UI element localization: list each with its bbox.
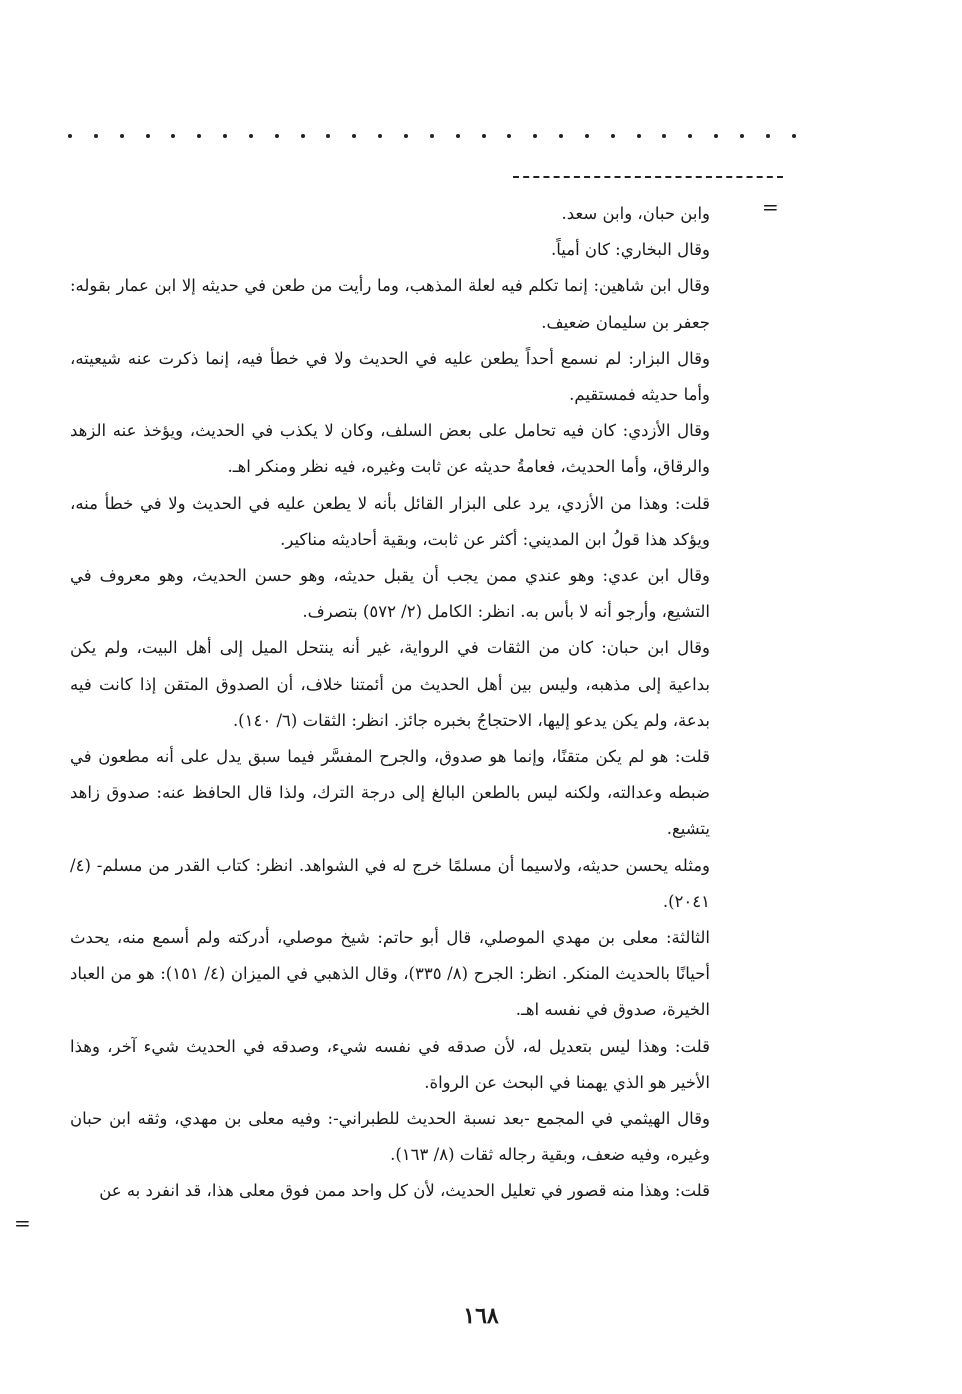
separator-dot [533, 134, 537, 138]
separator-dot [94, 134, 98, 138]
separator-dot [637, 134, 641, 138]
separator-dot [120, 134, 124, 138]
separator-dot [482, 134, 486, 138]
separator-dot [146, 134, 150, 138]
separator-dot [404, 134, 408, 138]
continuation-mark-bottom: = [14, 1211, 31, 1235]
separator-dot [766, 134, 770, 138]
separator-dot [559, 134, 563, 138]
page-number: ١٦٨ [463, 1303, 499, 1329]
footnote-paragraph: وقال الهيثمي في المجمع -بعد نسبة الحديث للطبراني-: وفيه معلى بن مهدي، وثقه ابن حبان وغيره، وفيه ضعف، وبقية رجاله ثقات (٨/ ١٦٣). [70, 1109, 710, 1165]
separator-dot [740, 134, 744, 138]
footnote-rule [513, 176, 783, 178]
footnote-body [70, 196, 710, 1210]
separator-dot [688, 134, 692, 138]
separator-dot [378, 134, 382, 138]
separator-dot [249, 134, 253, 138]
footnote-paragraph: وقال الأزدي: كان فيه تحامل على بعض السلف، وكان لا يكذب في الحديث، ويؤخذ عنه الزهد والرقاق، وأما الحديث، فعامةُ حديثه عن ثابت وغيره، فيه نظر ومنكر اهـ. [70, 421, 710, 477]
footnote-paragraph: قلت: هو لم يكن متقنًا، وإنما هو صدوق، والجرح المفسَّر فيما سبق يدل على أنه مطعون في ضبطه وعدالته، ولكنه ليس بالطعن البالغ إلى درجة الترك، ولذا قال الحافظ عنه: صدوق زاهد يتشيع. [70, 747, 710, 839]
separator-dot [662, 134, 666, 138]
separator-dot [456, 134, 460, 138]
footnote-paragraph: قلت: وهذا من الأزدي، يرد على البزار القائل بأنه لا يطعن عليه في الحديث ولا في خطأ منه، ويؤكد هذا قولُ ابن المديني: أكثر عن ثابت، وبقية أحاديثه مناكير. [70, 493, 710, 549]
separator-dot [352, 134, 356, 138]
dotted-separator [68, 121, 796, 151]
separator-dot [275, 134, 279, 138]
separator-dot [611, 134, 615, 138]
footnote-paragraph: الثالثة: معلى بن مهدي الموصلي، قال أبو حاتم: شيخ موصلي، أدركته ولم أسمع منه، يحدث أحيانًا بالحديث المنكر. انظر: الجرح (٨/ ٣٣٥)، وقال الذهبي في الميزان (٤/ ١٥١): هو من العباد الخيرة، صدوق في نفسه اهـ. [70, 928, 710, 1020]
continuation-mark-top: = [762, 195, 779, 219]
footnote-paragraph: ومثله يحسن حديثه، ولاسيما أن مسلمًا خرج له في الشواهد. انظر: كتاب القدر من مسلم- (٤/ ٢٠٤١). [70, 855, 710, 911]
footnote-paragraph: وابن حبان، وابن سعد. [561, 204, 710, 223]
separator-dot [430, 134, 434, 138]
footnote-paragraph: وقال ابن عدي: وهو عندي ممن يجب أن يقبل حديثه، وهو حسن الحديث، وهو معروف في التشيع، وأرجو أنه لا بأس به. انظر: الكامل (٢/ ٥٧٢) بتصرف. [70, 566, 710, 622]
footnote-paragraph: وقال ابن حبان: كان من الثقات في الرواية، غير أنه ينتحل الميل إلى أهل البيت، ولم يكن بداعية إلى مذهبه، وليس بين أهل الحديث من أئمتنا خلاف، أن الصدوق المتقن إذا كانت فيه بدعة، ولم يكن يدعو إليها، الاحتجاجُ بخبره جائز. انظر: الثقات (٦/ ١٤٠). [70, 638, 710, 730]
footnote-paragraph: وقال البخاري: كان أمياً. [551, 240, 710, 260]
footnote-paragraph: وقال ابن شاهين: إنما تكلم فيه لعلة المذهب، وما رأيت من طعن في حديثه إلا ابن عمار بقوله: جعفر بن سليمان ضعيف. [70, 276, 710, 332]
separator-dot [585, 134, 589, 138]
footnote-paragraph: قلت: وهذا ليس بتعديل له، لأن صدقه في نفسه شيء، وصدقه في الحديث شيء آخر، وهذا الأخير هو الذي يهمنا في البحث عن الرواة. [70, 1036, 710, 1092]
separator-dot [197, 134, 201, 138]
separator-dot [714, 134, 718, 138]
footnote-paragraph: وقال البزار: لم نسمع أحداً يطعن عليه في الحديث ولا في خطأ فيه، إنما ذكرت عنه شيعيته، وأما حديثه فمستقيم. [70, 348, 710, 405]
separator-dot [301, 134, 305, 138]
separator-dot [326, 134, 330, 138]
separator-dot [171, 134, 175, 138]
separator-dot [223, 134, 227, 138]
separator-dot [792, 134, 796, 138]
separator-dot [507, 134, 511, 138]
footnote-paragraph: قلت: وهذا منه قصور في تعليل الحديث، لأن كل واحد ممن فوق معلى هذا، قد انفرد به عن [99, 1181, 710, 1201]
separator-dot [68, 134, 72, 138]
